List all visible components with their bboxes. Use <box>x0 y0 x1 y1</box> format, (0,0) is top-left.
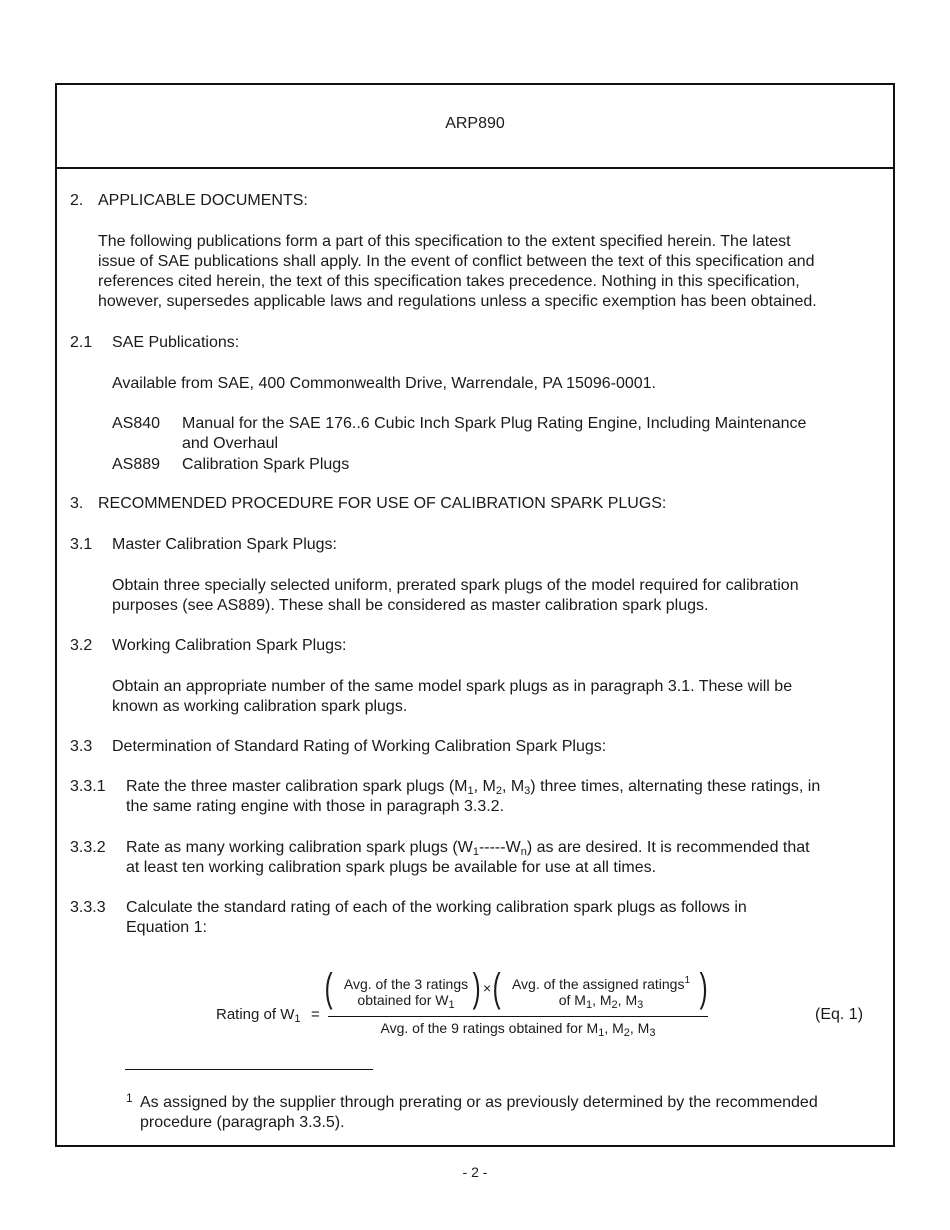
section-3-1-title: Master Calibration Spark Plugs: <box>112 536 337 553</box>
section-3-3-title: Determination of Standard Rating of Working Calibration Spark Plugs: <box>112 738 607 755</box>
section-3-3-1-body <box>126 777 820 817</box>
section-3-title: RECOMMENDED PROCEDURE FOR USE OF CALIBRATION SPARK PLUGS: <box>98 495 667 512</box>
numerator-left-term: Avg. of the 3 ratings obtained for $W_1$ <box>343 976 469 1011</box>
multiply-sign: × <box>483 980 492 996</box>
section-2-line-4: however, supersedes applicable laws and regulations unless a specific exemption has been obtained. <box>98 293 817 310</box>
section-2-1-title: SAE Publications: <box>112 334 240 351</box>
document-id: ARP890 <box>445 115 505 132</box>
section-3-3-number: 3.3 <box>70 738 93 755</box>
section-3-1-body <box>112 576 799 616</box>
denominator: Avg. of the 9 ratings obtained for $M_1$, $M_2$, $M_3$ <box>380 1020 656 1039</box>
section-3-2-line-2: known as working calibration spark plugs. <box>112 698 408 715</box>
ref-as889-code: AS889 <box>112 456 161 473</box>
section-3-2-title: Working Calibration Spark Plugs: <box>112 637 347 654</box>
section-3-3-3-line-1: Calculate the standard rating of each of the working calibration spark plugs as follows in <box>126 899 747 916</box>
section-3-1-number: 3.1 <box>70 536 93 553</box>
section-3-1-line-2: purposes (see AS889). These shall be considered as master calibration spark plugs. <box>112 597 709 614</box>
right-paren-2: ) <box>699 966 708 1010</box>
section-3-3-2-line-2: at least ten working calibration spark plugs be available for use at all times. <box>126 859 657 876</box>
page-number: - 2 - <box>462 1164 488 1180</box>
left-paren-2: ( <box>492 966 501 1010</box>
footnote-line-2: procedure (paragraph 3.3.5). <box>140 1114 345 1131</box>
footnote-text <box>140 1093 818 1133</box>
section-3-3-1-line-2: the same rating engine with those in paragraph 3.3.2. <box>126 798 505 815</box>
section-3-3-2-body <box>126 838 810 878</box>
ref-as840-code: AS840 <box>112 415 161 432</box>
section-3-3-3-number: 3.3.3 <box>70 899 106 916</box>
section-2-line-2: issue of SAE publications shall apply. In the event of conflict between the text of this specification and <box>98 253 815 270</box>
footnote-line-1: As assigned by the supplier through prerating or as previously determined by the recommended <box>140 1094 818 1111</box>
ref-as889-title: Calibration Spark Plugs <box>182 456 350 473</box>
section-3-2-body <box>112 677 792 717</box>
section-2-line-3: references cited herein, the text of this specification takes precedence. Nothing in this specification, <box>98 273 800 290</box>
section-3-3-3-body <box>126 898 747 938</box>
header-box <box>57 85 893 169</box>
numerator-right-term: Avg. of the assigned ratings$^1$ of $M_1$, $M_2$, $M_3$ <box>511 975 691 1011</box>
section-2-line-1: The following publications form a part of this specification to the extent specified herein. The latest <box>98 233 791 250</box>
footnote-mark: 1 <box>126 1091 133 1105</box>
ref-as840-line-1: Manual for the SAE 176..6 Cubic Inch Spark Plug Rating Engine, Including Maintenance <box>182 415 807 432</box>
section-3-2-line-1: Obtain an appropriate number of the same model spark plugs as in paragraph 3.1. These will be <box>112 678 793 695</box>
section-2-number: 2. <box>70 192 84 209</box>
equation-lhs: Rating of $W_1$ <box>216 1006 301 1025</box>
ref-as840-line-2: and Overhaul <box>182 435 279 452</box>
section-3-3-1-line-1: Rate the three master calibration spark plugs ($M_1$, $M_2$, $M_3$) three times, alternating these ratings, in <box>126 778 821 797</box>
equation-equals: = <box>311 1006 320 1023</box>
section-2-body <box>98 232 817 312</box>
section-3-1-line-1: Obtain three specially selected uniform, prerated spark plugs of the model required for calibration <box>112 577 799 594</box>
section-3-3-2-number: 3.3.2 <box>70 839 106 856</box>
footnote-rule <box>125 1069 373 1070</box>
sae-address: Available from SAE, 400 Commonwealth Drive, Warrendale, PA 15096-0001. <box>112 375 656 392</box>
section-3-3-2-line-1: Rate as many working calibration spark plugs $(W_1-----W_n)$ as are desired. It is recommended that <box>126 839 810 858</box>
section-2-1-number: 2.1 <box>70 334 93 351</box>
section-3-2-number: 3.2 <box>70 637 93 654</box>
section-3-3-1-number: 3.3.1 <box>70 778 106 795</box>
left-paren-1: ( <box>324 966 333 1010</box>
ref-as840-title <box>182 414 806 454</box>
section-3-number: 3. <box>70 495 84 512</box>
section-3-3-3-line-2: Equation 1: <box>126 919 207 936</box>
section-2-title: APPLICABLE DOCUMENTS: <box>98 192 308 209</box>
right-paren-1: ) <box>472 966 481 1010</box>
equation-tag: (Eq. 1) <box>815 1006 864 1023</box>
